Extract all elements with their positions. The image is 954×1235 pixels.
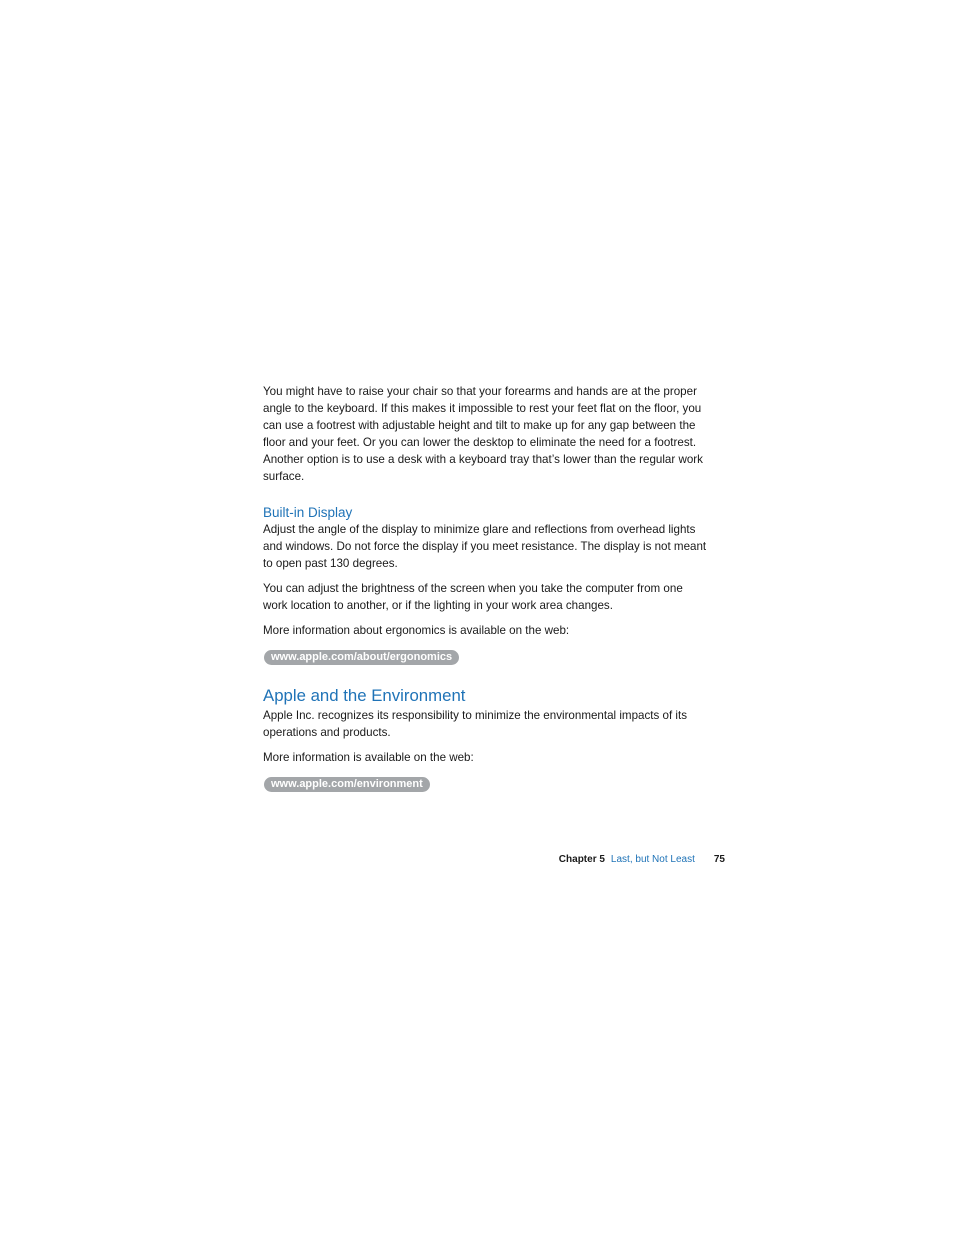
builtin-display-paragraph-1: Adjust the angle of the display to minimize glare and reflections from overhead lights and windows. Do not force the display if you meet resistance. The display is not meant to open past 130 degrees. — [263, 523, 707, 570]
builtin-display-heading: Built-in Display — [263, 505, 353, 520]
environment-link[interactable]: www.apple.com/environment — [264, 777, 430, 792]
builtin-display-paragraph-3: More information about ergonomics is available on the web: — [263, 624, 570, 637]
footer-page-number: 75 — [713, 854, 725, 865]
environment-paragraph-1: Apple Inc. recognizes its responsibility to minimize the environmental impacts of its operations and products. — [263, 709, 687, 739]
environment-heading: Apple and the Environment — [263, 686, 466, 705]
footer-chapter: Chapter 5 — [558, 854, 605, 865]
footer-chapter-title: Last, but Not Least — [610, 854, 695, 865]
page-content — [263, 383, 708, 792]
ergonomics-link[interactable]: www.apple.com/about/ergonomics — [264, 650, 459, 665]
intro-paragraph: You might have to raise your chair so that your forearms and hands are at the proper angle to the keyboard. If this makes it impossible to rest your feet flat on the floor, you can use a footrest with adjustable height and tilt to make up for any gap between the floor and your feet. Or you can lower the desktop to eliminate the need for a footrest. Another option is to use a desk with a keyboard tray that’s lower than the regular work surface. — [263, 385, 703, 483]
page-footer — [559, 853, 725, 867]
environment-paragraph-2: More information is available on the web: — [263, 751, 474, 764]
builtin-display-paragraph-2: You can adjust the brightness of the screen when you take the computer from one work location to another, or if the lighting in your work area changes. — [263, 582, 683, 612]
